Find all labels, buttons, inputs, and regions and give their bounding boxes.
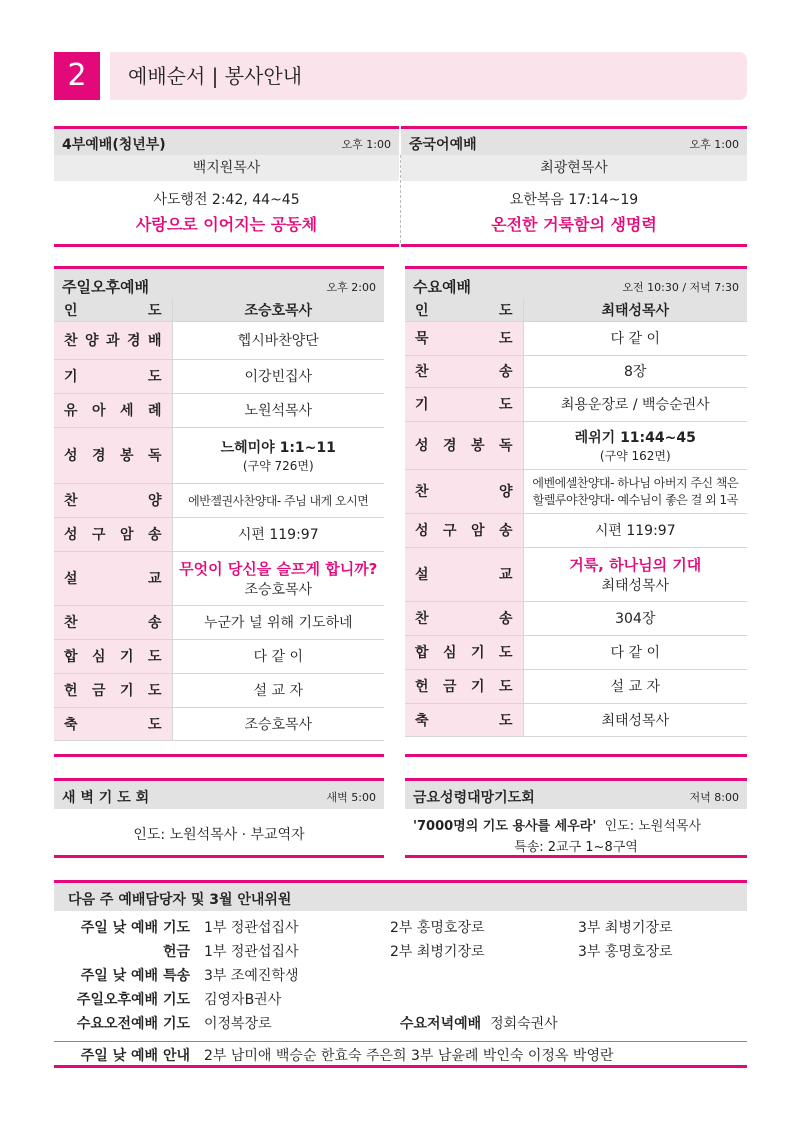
label-char: 설 [64, 571, 78, 587]
schedule-row [54, 639, 384, 673]
row-sub: 최태성목사 [601, 577, 670, 594]
wednesday-time: 오전 10:30 / 저녁 7:30 [622, 281, 739, 294]
row-value: 304장 [615, 611, 656, 627]
row-value-cell [523, 601, 747, 635]
dawn-time: 새벽 5:00 [326, 791, 376, 804]
row-value-cell [523, 703, 747, 736]
row-value: 무엇이 당신을 슬프게 합니까? [179, 559, 378, 578]
dawn-text: 인도: 노원석목사 · 부교역자 [133, 827, 305, 843]
row-value-cell [523, 469, 747, 513]
schedule-row [54, 483, 384, 517]
chinese-title: 중국어예배 [409, 137, 477, 153]
row-value-cell [172, 483, 384, 517]
row-value: 누군가 널 위해 기도하네 [203, 615, 353, 631]
label-char: 구 [442, 523, 457, 539]
row-value-cell [523, 321, 747, 355]
service4-head [54, 129, 399, 155]
schedule-row [54, 393, 384, 427]
row-value-cell [172, 427, 384, 483]
pm-prayer-label: 주일오후예배 기도 [76, 992, 190, 1008]
label-char: 송 [498, 523, 513, 539]
label-char: 도 [147, 369, 162, 385]
offering-1: 1부 정관섭집사 [204, 944, 299, 960]
row-value-cell [523, 669, 747, 703]
prayer-1: 1부 정관섭집사 [204, 920, 299, 936]
row-label [54, 299, 172, 321]
label-char: 송 [147, 527, 162, 543]
row-label [54, 321, 172, 359]
label-char: 설 [415, 567, 429, 583]
row-value: 다 같 이 [253, 649, 303, 665]
wednesday-head [405, 269, 747, 299]
service4-title: 4부예배(청년부) [62, 137, 166, 153]
row-value: 노원석목사 [244, 403, 313, 419]
label-char: 경 [91, 448, 106, 464]
chinese-head [401, 129, 747, 155]
label-char: 성 [64, 527, 78, 543]
label-char: 성 [415, 438, 429, 454]
friday-leader: 인도: 노원석목사 [604, 819, 701, 834]
label-char: 양 [147, 493, 162, 509]
chinese-speaker: 최광현목사 [401, 155, 747, 181]
label-char: 도 [498, 331, 513, 347]
row-value: 8장 [624, 364, 647, 380]
row-label [405, 387, 523, 421]
chinese-time: 오후 1:00 [689, 138, 739, 151]
row-value-cell [172, 393, 384, 427]
row-value: 이강빈집사 [244, 369, 313, 385]
label-char: 아 [91, 403, 106, 419]
service4-box [54, 126, 399, 247]
service4-time: 오후 1:00 [341, 138, 391, 151]
row-value-cell [172, 517, 384, 551]
next-week-body [54, 911, 747, 1042]
row-value: 느헤미야 1:1~11 [220, 439, 336, 456]
label-char: 봉 [119, 448, 134, 464]
row-label [405, 669, 523, 703]
row-value-cell [172, 359, 384, 393]
schedule-row [405, 355, 747, 387]
label-char: 기 [470, 679, 485, 695]
row-value: 헵시바찬양단 [237, 333, 319, 349]
row-label [54, 707, 172, 740]
friday-head [405, 781, 747, 809]
afternoon-title: 주일오후예배 [62, 278, 149, 296]
label-char: 성 [415, 523, 429, 539]
label-char: 독 [498, 438, 513, 454]
label-char: 인 [415, 302, 429, 319]
schedule-row [54, 427, 384, 483]
pm-prayer-value: 김영자B권사 [204, 992, 282, 1008]
schedule-row [54, 359, 384, 393]
schedule-row [54, 551, 384, 605]
schedule-row [405, 421, 747, 469]
label-char: 인 [64, 302, 78, 319]
wed-pm-cell [390, 1011, 673, 1035]
prayer-3: 3부 최병기장로 [578, 920, 673, 936]
label-char: 암 [470, 523, 485, 539]
offering-3: 3부 홍명호장로 [578, 944, 673, 960]
row-label [405, 355, 523, 387]
row-sub: 할렐루야찬양대- 예수님이 좋은 걸 외 1곡 [532, 493, 738, 507]
label-char: 찬 [64, 615, 78, 631]
row-sub: 조승호목사 [244, 581, 313, 598]
row-value-cell [523, 513, 747, 547]
label-char: 양 [498, 484, 513, 500]
special-value: 3부 조예진학생 [204, 968, 299, 984]
section-title-bar [110, 52, 747, 100]
label-char: 기 [119, 683, 134, 699]
label-char: 헌 [64, 683, 78, 699]
next-week-box [54, 880, 747, 1068]
label-char: 세 [119, 403, 134, 419]
chinese-box [401, 126, 747, 247]
label-char: 유 [64, 403, 78, 419]
label-char: 심 [442, 645, 457, 661]
wed-am-value: 이정복장로 [204, 1016, 272, 1032]
row-value: 다 같 이 [610, 331, 660, 347]
row-label [405, 547, 523, 601]
row-label [405, 469, 523, 513]
label-char: 금 [91, 683, 106, 699]
offering-label: 헌금 [162, 944, 190, 960]
schedule-row [405, 513, 747, 547]
row-label [54, 639, 172, 673]
row-value-cell [172, 707, 384, 740]
label-char: 송 [498, 364, 513, 380]
service4-sermon: 사랑으로 이어지는 공동체 [135, 215, 318, 234]
label-char: 도 [498, 397, 513, 413]
label-char: 배 [147, 333, 162, 349]
row-label [405, 321, 523, 355]
label-char: 도 [498, 302, 513, 319]
label-char: 경 [126, 333, 141, 349]
schedule-row [405, 547, 747, 601]
label-char: 금 [442, 679, 457, 695]
row-label [54, 393, 172, 427]
schedule-row [405, 601, 747, 635]
row-value: 다 같 이 [610, 645, 660, 661]
row-value: 최태성목사 [601, 712, 670, 729]
row-value: 레위기 11:44~45 [574, 429, 696, 446]
label-char: 양 [84, 333, 99, 349]
section-number-badge: 2 [54, 52, 100, 100]
friday-box [405, 778, 747, 858]
label-char: 묵 [415, 331, 429, 347]
label-char: 례 [147, 403, 162, 419]
schedule-row [405, 299, 747, 321]
row-sub: (구약 162면) [599, 448, 671, 463]
row-value: 최태성목사 [601, 302, 670, 319]
label-char: 기 [415, 397, 429, 413]
row-value-cell [172, 605, 384, 639]
schedule-row [405, 669, 747, 703]
row-label [54, 551, 172, 605]
label-char: 도 [147, 302, 162, 319]
afternoon-head [54, 269, 384, 299]
row-value-cell [172, 321, 384, 359]
wed-am-label: 수요오전예배 기도 [76, 1016, 190, 1032]
schedule-row [54, 517, 384, 551]
friday-time: 저녁 8:00 [689, 791, 739, 804]
service4-speaker: 백지원목사 [54, 155, 399, 181]
label-char: 도 [147, 683, 162, 699]
row-sub: (구약 726면) [242, 458, 314, 473]
prayer-label: 주일 낮 예배 기도 [80, 920, 190, 936]
guide-value: 2부 남미애 백승순 한효숙 주은희 3부 남윤례 박인숙 이정옥 박영란 [204, 1048, 614, 1064]
section-header [54, 52, 747, 100]
row-value-cell [172, 299, 384, 321]
label-char: 찬 [64, 493, 78, 509]
row-value-cell [172, 551, 384, 605]
label-char: 경 [442, 438, 457, 454]
row-label [405, 421, 523, 469]
row-value-cell [523, 547, 747, 601]
label-char: 축 [64, 716, 78, 733]
schedule-row [405, 703, 747, 736]
row-label [54, 359, 172, 393]
friday-line [405, 815, 747, 834]
row-value-cell [523, 421, 747, 469]
label-char: 심 [91, 649, 106, 665]
wednesday-table [405, 299, 747, 737]
section-title: 예배순서 | 봉사안내 [128, 64, 303, 88]
label-char: 도 [147, 716, 162, 733]
dawn-box [54, 778, 384, 858]
label-char: 기 [64, 369, 78, 385]
row-value-cell [172, 639, 384, 673]
friday-title: 금요성령대망기도회 [413, 790, 535, 806]
row-value: 거룩, 하나님의 기대 [569, 555, 702, 574]
label-char: 과 [105, 333, 120, 349]
row-label [54, 483, 172, 517]
row-value-cell [523, 299, 747, 321]
row-label [54, 605, 172, 639]
schedule-row [405, 387, 747, 421]
wed-pm-value: 정회숙권사 [490, 1016, 558, 1032]
label-char: 기 [470, 645, 485, 661]
schedule-row [54, 321, 384, 359]
row-value: 설 교 자 [610, 679, 660, 695]
schedule-row [54, 707, 384, 740]
row-value-cell [523, 635, 747, 669]
label-char: 합 [415, 645, 429, 661]
label-char: 찬 [415, 611, 429, 627]
label-char: 성 [64, 448, 78, 464]
afternoon-table [54, 299, 384, 741]
row-label [54, 427, 172, 483]
row-value: 최용운장로 / 백승순권사 [560, 397, 710, 413]
label-char: 헌 [415, 679, 429, 695]
chinese-sermon: 온전한 거룩함의 생명력 [491, 215, 657, 234]
label-char: 암 [119, 527, 134, 543]
row-value: 조승호목사 [244, 302, 313, 319]
row-value: 조승호목사 [244, 716, 313, 733]
dawn-head [54, 781, 384, 809]
label-char: 도 [498, 645, 513, 661]
row-label [405, 299, 523, 321]
friday-special: 특송: 2교구 1~8구역 [514, 840, 638, 855]
label-char: 교 [498, 567, 513, 583]
schedule-row [54, 299, 384, 321]
label-char: 축 [415, 712, 429, 729]
schedule-row [405, 321, 747, 355]
row-label [405, 635, 523, 669]
label-char: 도 [147, 649, 162, 665]
row-value: 에벤에셀찬양대- 하나님 아버지 주신 책은 [532, 476, 739, 490]
label-char: 찬 [64, 333, 78, 349]
row-value: 에반젤권사찬양대- 주님 내게 오시면 [188, 493, 369, 508]
row-value-cell [523, 387, 747, 421]
row-label [54, 673, 172, 707]
label-char: 구 [91, 527, 106, 543]
afternoon-box [54, 266, 384, 757]
guide-label: 주일 낮 예배 안내 [80, 1048, 190, 1064]
row-value: 시편 119:97 [237, 527, 319, 543]
offering-2: 2부 최병기장로 [390, 944, 485, 960]
schedule-row [54, 605, 384, 639]
schedule-row [54, 673, 384, 707]
label-char: 송 [498, 611, 513, 627]
chinese-scripture: 요한복음 17:14~19 [509, 192, 639, 208]
schedule-row [405, 635, 747, 669]
schedule-row [405, 469, 747, 513]
next-week-title: 다음 주 예배담당자 및 3월 안내위원 [68, 892, 292, 908]
row-label [405, 601, 523, 635]
label-char: 합 [64, 649, 78, 665]
prayer-2: 2부 홍명호장로 [390, 920, 485, 936]
label-char: 찬 [415, 484, 429, 500]
wednesday-title: 수요예배 [413, 278, 471, 296]
next-week-head [54, 883, 747, 911]
label-char: 교 [147, 571, 162, 587]
friday-theme: '7000명의 기도 용사를 세우라' [413, 819, 597, 834]
label-char: 도 [498, 679, 513, 695]
dawn-title: 새 벽 기 도 회 [62, 790, 150, 806]
label-char: 독 [147, 448, 162, 464]
wed-pm-label: 수요저녁예배 [400, 1016, 482, 1032]
wednesday-box [405, 266, 747, 757]
row-value: 설 교 자 [253, 683, 303, 699]
row-value-cell [172, 673, 384, 707]
service4-scripture: 사도행전 2:42, 44~45 [153, 192, 300, 208]
label-char: 도 [498, 712, 513, 729]
row-value: 시편 119:97 [594, 523, 676, 539]
row-label [405, 513, 523, 547]
row-label [54, 517, 172, 551]
afternoon-time: 오후 2:00 [326, 281, 376, 294]
label-char: 송 [147, 615, 162, 631]
special-label: 주일 낮 예배 특송 [80, 968, 190, 984]
label-char: 봉 [470, 438, 485, 454]
label-char: 찬 [415, 364, 429, 380]
row-value-cell [523, 355, 747, 387]
label-char: 기 [119, 649, 134, 665]
row-label [405, 703, 523, 736]
guide-row [54, 1042, 747, 1070]
next-week-table [54, 915, 673, 1035]
